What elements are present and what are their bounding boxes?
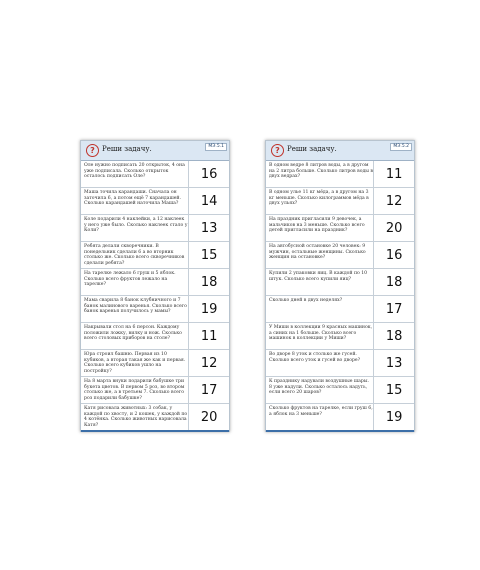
task-row xyxy=(81,350,229,377)
task-text: Сколько дней в двух неделях? xyxy=(269,298,343,303)
task-text: В одном ведре 8 литров воды, а в другом на 2 литра больше. Сколько литров воды в двух ведрах? xyxy=(269,163,373,180)
task-answer: 18 xyxy=(188,269,229,295)
task-answer: 13 xyxy=(188,215,229,241)
task-answer: 20 xyxy=(373,215,414,241)
card-bottom-border xyxy=(81,430,229,432)
task-text: Ребята делали скворечники. В понедельник сделали 6 а во вторник столько же. Сколько всего скворечников сделали ребята? xyxy=(84,244,185,266)
task-list xyxy=(266,161,414,431)
task-answer: 12 xyxy=(188,350,229,376)
card-code: МЭ.5.1 xyxy=(205,143,227,151)
task-text: К празднику надували воздушные шары. 8 уже надули. Сколько осталось надуть, если всего 20 шаров? xyxy=(269,379,369,396)
task-row xyxy=(266,323,414,350)
task-row xyxy=(266,377,414,404)
task-answer: 19 xyxy=(188,296,229,322)
task-text: Накрывали стол на 6 персон. Каждому положили ложку, вилку и нож. Сколько всего столовых приборов на столе? xyxy=(84,325,182,342)
card-header xyxy=(266,141,414,161)
task-answer: 11 xyxy=(188,323,229,349)
task-answer: 14 xyxy=(188,188,229,214)
task-text: Юра строил башню. Первая из 10 кубиков, а вторая такая же как и первая. Сколько всего кубиков ушло на постройку? xyxy=(84,352,186,374)
question-icon: ? xyxy=(86,144,99,157)
card-bottom-border xyxy=(266,430,414,432)
task-text: На 8 марта внуки подарили бабушке три букета цветов. В первом 5 роз, во втором столько же, а в третьем 7. Сколько всего роз подарили бабушке? xyxy=(84,379,185,401)
task-answer: 16 xyxy=(188,161,229,187)
task-answer: 18 xyxy=(373,269,414,295)
task-row xyxy=(266,161,414,188)
task-text: Во дворе 8 уток и столько же гусей. Сколько всего уток и гусей во дворе? xyxy=(269,352,361,363)
task-answer: 11 xyxy=(373,161,414,187)
task-text: Купили 2 упаковки яиц. В каждой по 10 штук. Сколько всего купили яиц? xyxy=(269,271,368,282)
task-text: Катя рисовала животных: 3 собак, у каждой по хвосту, и 2 кошек, у каждой по 4 котёнка. Сколько животных нарисовала Катя? xyxy=(84,406,188,428)
task-answer: 15 xyxy=(188,242,229,268)
task-row xyxy=(266,296,414,323)
task-card-right xyxy=(265,140,415,432)
task-card-left xyxy=(80,140,230,432)
task-row xyxy=(266,215,414,242)
task-answer: 13 xyxy=(373,350,414,376)
task-row xyxy=(81,296,229,323)
task-row xyxy=(81,242,229,269)
task-answer: 15 xyxy=(373,377,414,403)
task-row xyxy=(81,215,229,242)
task-answer: 18 xyxy=(373,323,414,349)
task-answer: 12 xyxy=(373,188,414,214)
task-answer: 17 xyxy=(188,377,229,403)
task-row xyxy=(266,350,414,377)
card-title: Реши задачу. xyxy=(102,145,152,153)
task-text: Сколько фруктов на тарелке, если груш 6, а яблок на 3 меньше? xyxy=(269,406,373,417)
task-answer: 19 xyxy=(373,404,414,431)
task-row xyxy=(81,323,229,350)
task-row xyxy=(266,188,414,215)
task-text: Коле подарили 4 наклейки, а 12 наклеек у него уже было. Сколько наклеек стало у Коли? xyxy=(84,217,188,234)
task-row xyxy=(81,161,229,188)
task-row xyxy=(266,404,414,431)
task-answer: 17 xyxy=(373,296,414,322)
task-text: У Миши в коллекции 9 красных машинок, а синих на 1 больше. Сколько всего машинок в коллекции у Миши? xyxy=(269,325,373,342)
task-text: В одном улье 11 кг мёда, а в другом на 3 кг меньше. Сколько килограммов мёда в двух ульях? xyxy=(269,190,369,207)
task-answer: 16 xyxy=(373,242,414,268)
card-header xyxy=(81,141,229,161)
task-row xyxy=(81,269,229,296)
card-title: Реши задачу. xyxy=(287,145,337,153)
question-icon: ? xyxy=(271,144,284,157)
task-text: Мама сварила 8 банок клубничного и 7 банок малинового варенья. Сколько всего банок варенья получилось у мамы? xyxy=(84,298,187,315)
task-text: Оле нужно подписать 20 открыток, 4 она уже подписала. Сколько открыток осталось подписать Оле? xyxy=(84,163,185,180)
task-row xyxy=(81,377,229,404)
task-answer: 20 xyxy=(188,404,229,431)
task-text: На тарелке лежало 6 груш и 5 яблок. Сколько всего фруктов лежало на тарелке? xyxy=(84,271,176,288)
card-code: МЭ.5.2 xyxy=(390,143,412,151)
task-row xyxy=(266,269,414,296)
task-row xyxy=(81,404,229,431)
task-list xyxy=(81,161,229,431)
task-row xyxy=(81,188,229,215)
task-text: Маша точила карандаши. Сначала он заточила 6, а потом ещё 7 карандашей. Сколько карандашей наточила Маша? xyxy=(84,190,181,207)
task-text: На автобусной остановке 20 человек: 9 мужчин, остальные женщины. Сколько женщин на остановке? xyxy=(269,244,366,261)
task-text: На праздник пригласили 9 девочек, а мальчиков на 3 меньше. Сколько всего детей пригласили на праздник? xyxy=(269,217,365,234)
task-row xyxy=(266,242,414,269)
